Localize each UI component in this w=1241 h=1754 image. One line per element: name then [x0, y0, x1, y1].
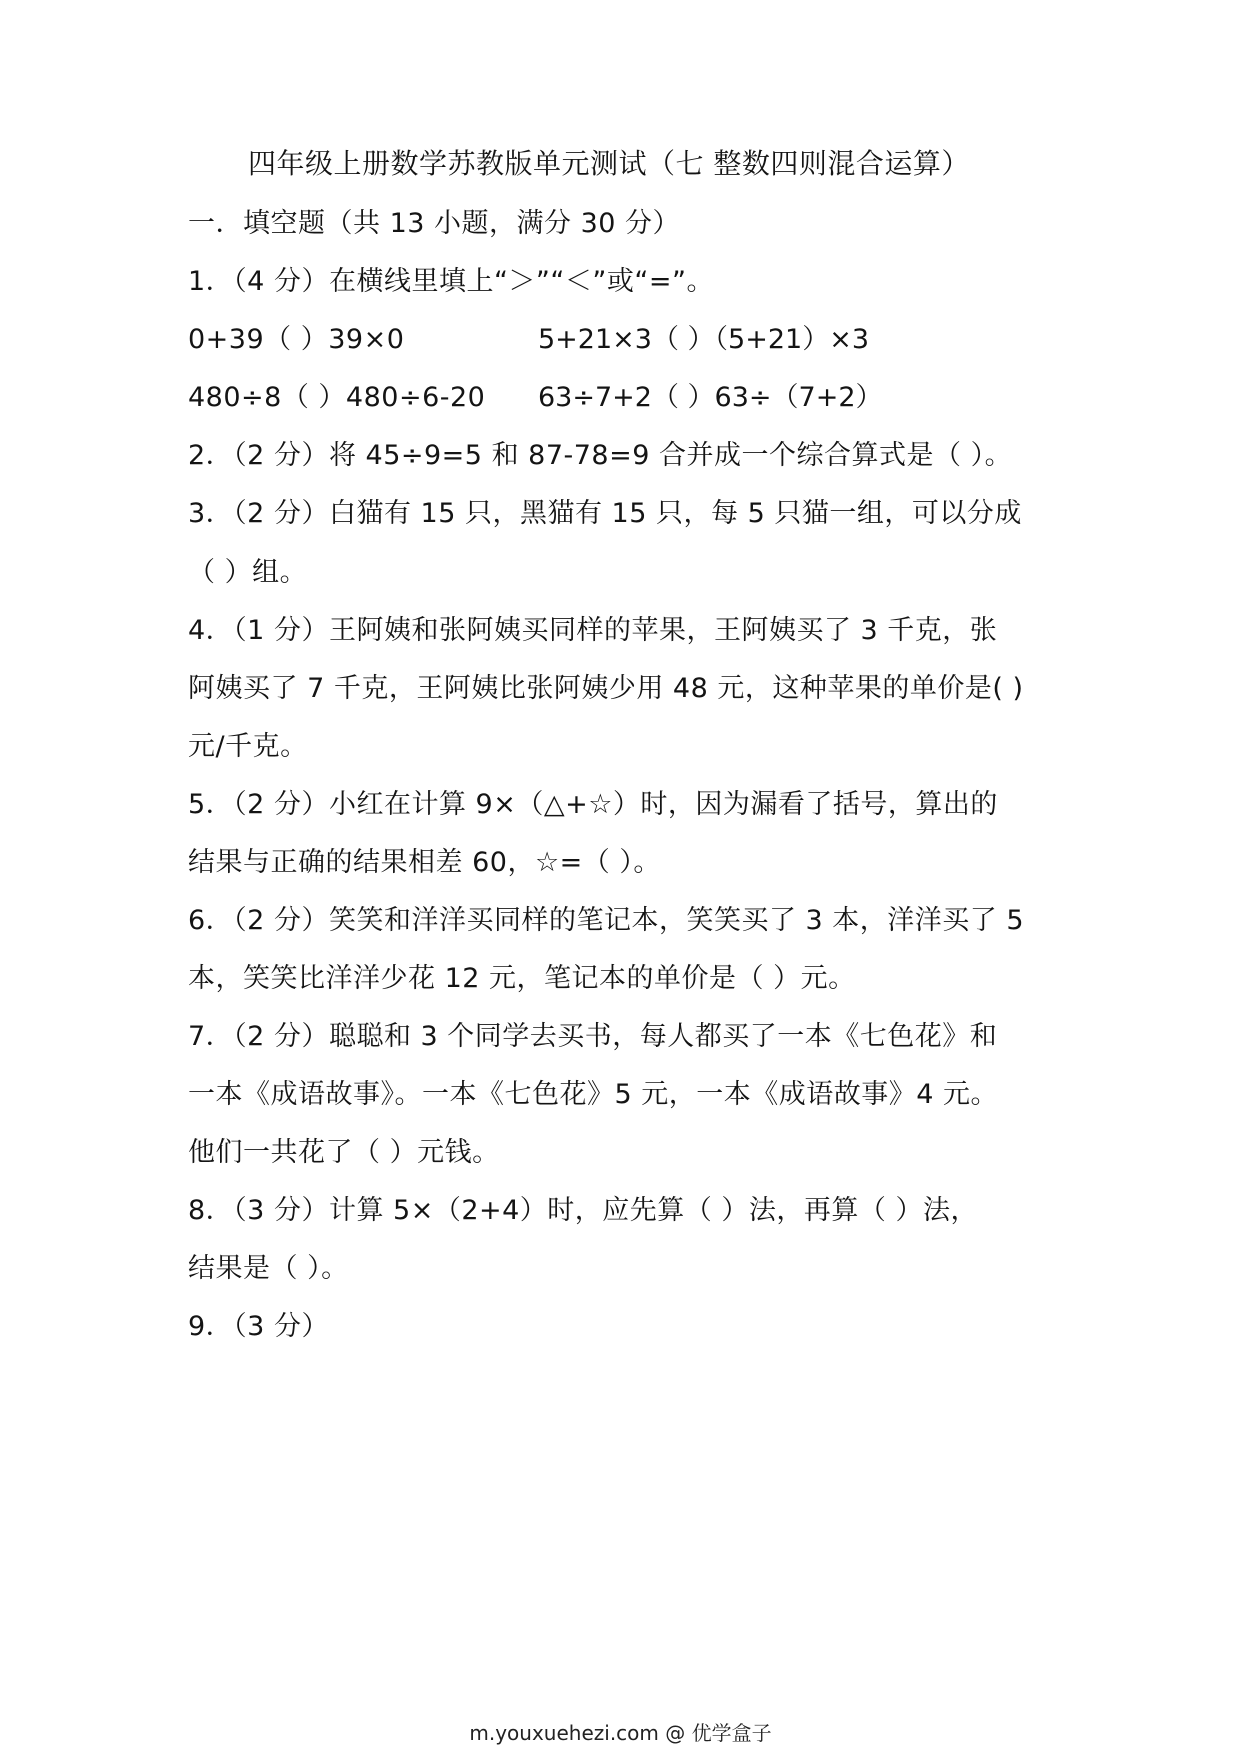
question-1-expression: 5+21×3（ ）（5+21）×3 [538, 324, 870, 355]
section-heading: 一．填空题（共 13 小题，满分 30 分） [188, 208, 681, 239]
question-5-text: 5．（2 分）小红在计算 9×（△+☆）时，因为漏看了括号，算出的 [188, 789, 998, 820]
question-1-expression: 480÷8（ ）480÷6-20 [188, 382, 486, 413]
question-1-stem: 1．（4 分）在横线里填上“＞”“＜”或“=”。 [188, 266, 714, 297]
question-1-expression: 0+39（ ）39×0 [188, 324, 405, 355]
question-3-text: 3．（2 分）白猫有 15 只，黑猫有 15 只，每 5 只猫一组，可以分成 [188, 498, 1022, 529]
question-2-text: 2．（2 分）将 45÷9=5 和 87-78=9 合并成一个综合算式是（ ）。 [188, 440, 1013, 471]
question-5-text: 结果与正确的结果相差 60，☆=（ ）。 [188, 847, 661, 878]
question-7-text: 7．（2 分）聪聪和 3 个同学去买书，每人都买了一本《七色花》和 [188, 1021, 998, 1052]
question-4-text: 元/千克。 [188, 731, 308, 762]
question-7-text: 他们一共花了（ ）元钱。 [188, 1137, 500, 1168]
question-3-text: （ ）组。 [188, 557, 308, 588]
page-title: 四年级上册数学苏教版单元测试（七 整数四则混合运算） [248, 147, 970, 180]
question-1-expression: 63÷7+2（ ）63÷（7+2） [538, 382, 883, 413]
question-6-text: 本，笑笑比洋洋少花 12 元，笔记本的单价是（ ）元。 [188, 963, 856, 994]
footer-watermark: m.youxuehezi.com @ 优学盒子 [469, 1721, 772, 1745]
question-8-text: 8．（3 分）计算 5×（2+4）时，应先算（ ）法，再算（ ）法， [188, 1195, 978, 1226]
question-6-text: 6．（2 分）笑笑和洋洋买同样的笔记本，笑笑买了 3 本，洋洋买了 5 [188, 905, 1025, 936]
question-9-text: 9．（3 分） [188, 1311, 329, 1342]
question-4-text: 阿姨买了 7 千克，王阿姨比张阿姨少用 48 元，这种苹果的单价是( ) [188, 673, 1024, 704]
question-7-text: 一本《成语故事》。一本《七色花》5 元，一本《成语故事》4 元。 [188, 1079, 999, 1110]
question-8-text: 结果是（ ）。 [188, 1253, 349, 1284]
question-4-text: 4．（1 分）王阿姨和张阿姨买同样的苹果，王阿姨买了 3 千克，张 [188, 615, 998, 646]
